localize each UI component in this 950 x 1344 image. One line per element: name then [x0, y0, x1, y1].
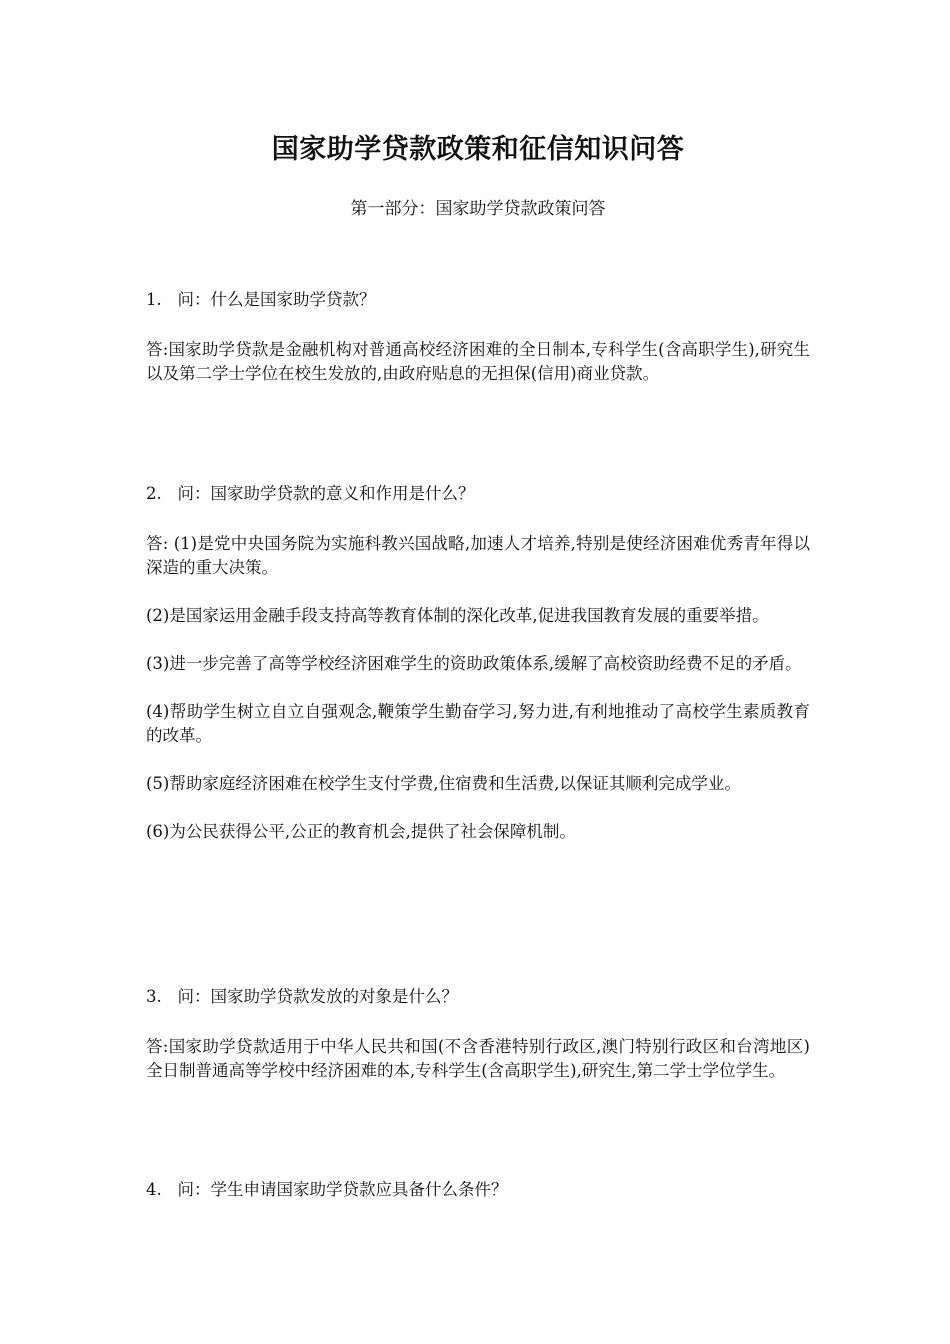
answer-2-4: (4)帮助学生树立自立自强观念,鞭策学生勤奋学习,努力进,有利地推动了高校学生素质教育的改革。 [146, 702, 810, 745]
question-1: 1. 问：什么是国家助学贷款？ [146, 290, 376, 309]
answer-2-3: (3)进一步完善了高等学校经济困难学生的资助政策体系,缓解了高校资助经费不足的矛盾。 [146, 654, 802, 673]
question-3: 3. 问：国家助学贷款发放的对象是什么？ [146, 987, 458, 1006]
qa-item-3 [146, 984, 810, 1083]
answer-2-2: (2)是国家运用金融手段支持高等教育体制的深化改革,促进我国教育发展的重要举措。 [146, 606, 769, 625]
document-subtitle: 第一部分：国家助学贷款政策问答 [350, 199, 606, 219]
question-4: 4. 问：学生申请国家助学贷款应具备什么条件？ [146, 1180, 508, 1199]
answer-2-6: (6)为公民获得公平,公正的教育机会,提供了社会保障机制。 [146, 822, 576, 841]
document-title: 国家助学贷款政策和征信知识问答 [271, 134, 685, 165]
qa-item-2 [146, 481, 810, 844]
answer-2-5: (5)帮助家庭经济困难在校学生支付学费,住宿费和生活费,以保证其顺利完成学业。 [146, 774, 741, 793]
answer-3: 答:国家助学贷款适用于中华人民共和国(不含香港特别行政区,澳门特别行政区和台湾地区)全日制普通高等学校中经济困难的本,专科学生(含高职学生),研究生,第二学士学位学生。 [146, 1037, 810, 1080]
answer-2-1: 答: (1)是党中央国务院为实施科教兴国战略,加速人才培养,特别是使经济困难优秀青年得以深造的重大决策。 [146, 534, 810, 577]
answer-1: 答:国家助学贷款是金融机构对普通高校经济困难的全日制本,专科学生(含高职学生),研究生以及第二学士学位在校生发放的,由政府贴息的无担保(信用)商业贷款。 [146, 340, 810, 383]
qa-item-4 [146, 1177, 810, 1203]
question-2: 2. 问：国家助学贷款的意义和作用是什么？ [146, 484, 475, 503]
qa-item-1 [146, 287, 810, 386]
